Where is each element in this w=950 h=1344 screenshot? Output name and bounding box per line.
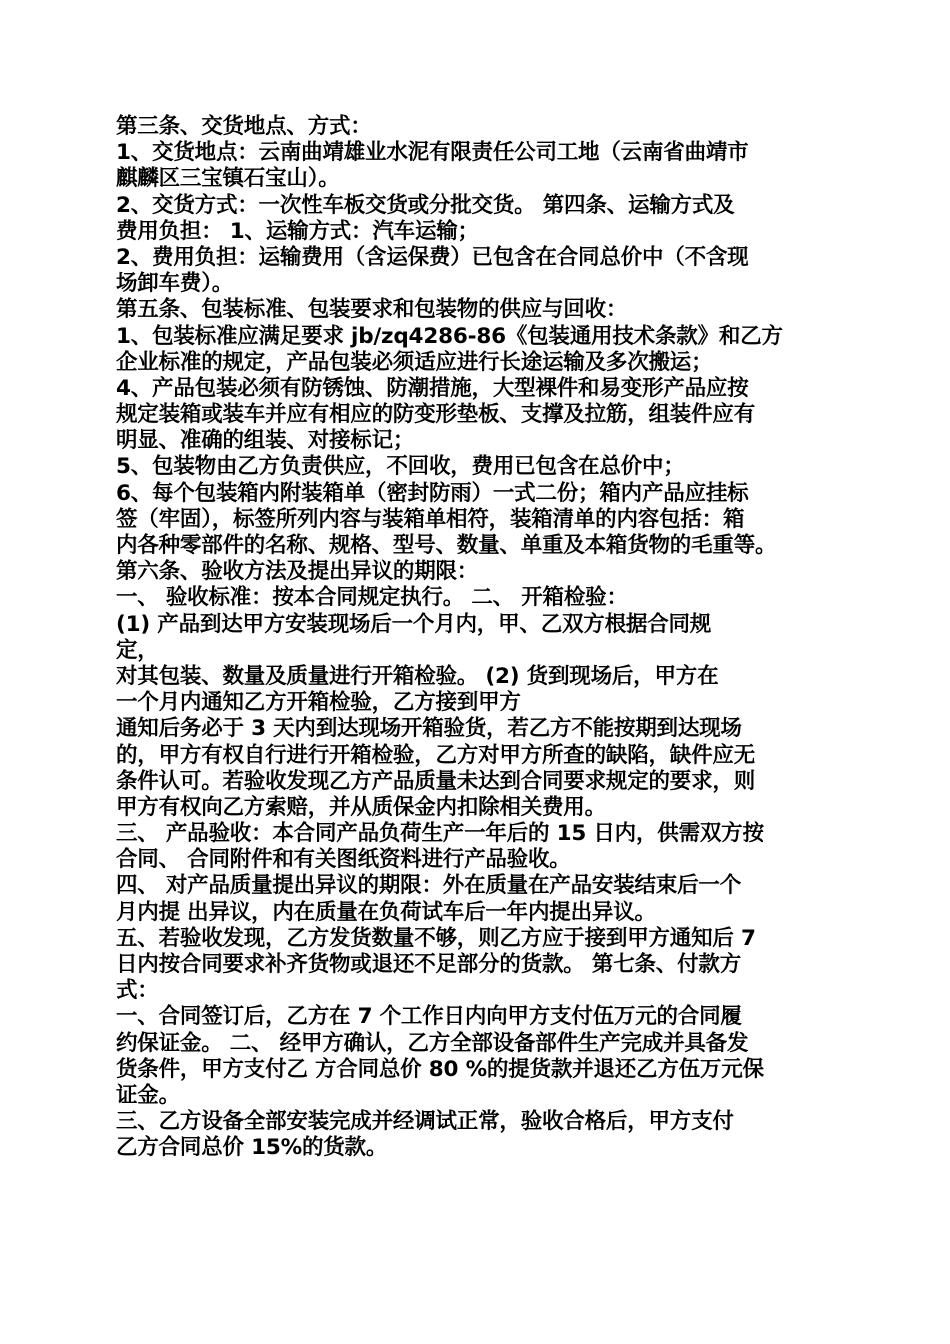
text-line: 企业标准的规定，产品包装必须适应进行长途运输及多次搬运；	[116, 349, 713, 375]
text-line: 月内提 出异议，内在质量在负荷试车后一年内提出异议。	[116, 899, 656, 925]
text-line: 内各种零部件的名称、规格、型号、数量、单重及本箱货物的毛重等。	[116, 533, 777, 558]
text-line: 四、 对产品质量提出异议的期限：外在质量在产品安装结束后一个	[116, 873, 741, 899]
text-line: 的，甲方有权自行进行开箱检验，乙方对甲方所查的缺陷，缺件应无	[116, 742, 756, 768]
text-line: 场卸车费）。	[116, 271, 234, 297]
text-line: 证金。	[116, 1082, 180, 1108]
text-line: 乙方合同总价 15%的货款。	[116, 1135, 388, 1161]
text-line: 甲方有权向乙方索赔，并从质保金内扣除相关费用。	[116, 794, 606, 820]
text-line: 规定装箱或装车并应有相应的防变形垫板、支撑及拉筋，组装件应有	[116, 402, 756, 428]
text-line: 1、包装标准应满足要求 jb/zq4286-86《包装通用技术条款》和乙方	[116, 323, 783, 349]
text-line: 日内按合同要求补齐货物或退还不足部分的货款。 第七条、付款方	[116, 952, 741, 977]
text-line: 一、 验收标准：按本合同规定执行。 二、 开箱检验：	[116, 585, 628, 611]
text-line: 式：	[116, 978, 159, 1004]
text-line: 费用负担： 1、运输方式：汽车运输；	[116, 218, 479, 244]
text-line: 一个月内通知乙方开箱检验，乙方接到甲方	[116, 690, 521, 716]
text-line: 对其包装、数量及质量进行开箱检验。 (2) 货到现场后，甲方在	[116, 663, 719, 689]
text-line: 约保证金。 二、 经甲方确认，乙方全部设备部件生产完成并具备发	[116, 1030, 749, 1056]
text-line: 6、每个包装箱内附装箱单（密封防雨）一式二份；箱内产品应挂标	[116, 480, 749, 506]
text-line: (1) 产品到达甲方安装现场后一个月内，甲、乙双方根据合同规	[116, 611, 712, 637]
text-line: 三、 产品验收：本合同产品负荷生产一年后的 15 日内，供需双方按	[116, 821, 764, 847]
text-line: 2、费用负担：运输费用（含运保费）已包含在合同总价中（不含现	[116, 244, 749, 270]
text-line: 5、包装物由乙方负责供应，不回收，费用已包含在总价中；	[116, 454, 685, 480]
text-line: 签（牢固），标签所列内容与装箱单相符，装箱清单的内容包括：箱	[116, 506, 745, 532]
text-line: 三、乙方设备全部安装完成并经调试正常，验收合格后，甲方支付	[116, 1109, 734, 1135]
text-line: 条件认可。若验收发现乙方产品质量未达到合同要求规定的要求，则	[116, 768, 756, 794]
text-line: 五、若验收发现，乙方发货数量不够，则乙方应于接到甲方通知后 7	[116, 925, 756, 951]
text-line: 1、交货地点：云南曲靖雄业水泥有限责任公司工地（云南省曲靖市	[116, 140, 749, 166]
contract-text	[116, 114, 846, 1162]
text-line: 第三条、交货地点、方式：	[116, 114, 372, 139]
text-line: 货条件，甲方支付乙 方合同总价 80 %的提货款并退还乙方伍万元保	[116, 1056, 764, 1082]
text-line: 第六条、验收方法及提出异议的期限：	[116, 559, 479, 585]
text-line: 4、产品包装必须有防锈蚀、防潮措施，大型裸件和易变形产品应按	[116, 375, 749, 401]
text-line: 2、交货方式：一次性车板交货或分批交货。 第四条、运输方式及	[116, 192, 735, 218]
text-line: 第五条、包装标准、包装要求和包装物的供应与回收：	[116, 297, 628, 323]
text-line: 通知后务必于 3 天内到达现场开箱验货，若乙方不能按期到达现场	[116, 716, 742, 742]
text-line: 合同、 合同附件和有关图纸资料进行产品验收。	[116, 847, 571, 873]
text-line: 定，	[116, 637, 159, 663]
text-line: 明显、准确的组装、对接标记；	[116, 428, 415, 454]
text-line: 麒麟区三宝镇石宝山）。	[116, 166, 340, 192]
text-line: 一、合同签订后，乙方在 7 个工作日内向甲方支付伍万元的合同履	[116, 1004, 742, 1030]
